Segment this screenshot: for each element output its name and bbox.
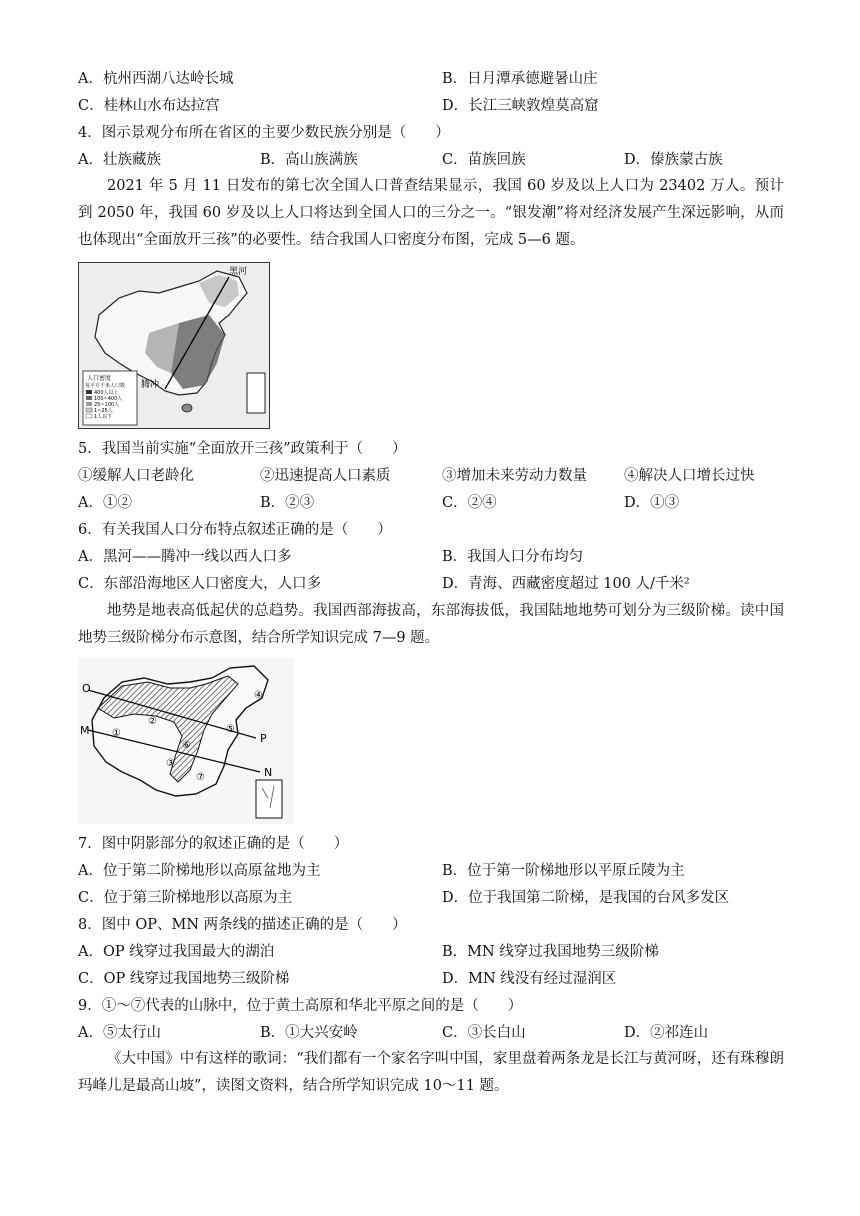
q7-option-c: C．位于第三阶梯地形以高原为主 bbox=[78, 890, 293, 906]
q6-option-b: B．我国人口分布均匀 bbox=[442, 549, 584, 565]
label-3: ③ bbox=[166, 758, 175, 769]
legend-item-4: 1~25人 bbox=[94, 408, 113, 414]
q6-stem: 6．有关我国人口分布特点叙述正确的是（ ） bbox=[78, 522, 392, 538]
terrain-map-svg bbox=[78, 658, 294, 824]
q7-stem: 7．图中阴影部分的叙述正确的是（ ） bbox=[78, 836, 349, 852]
q6-option-c: C．东部沿海地区人口密度大，人口多 bbox=[78, 576, 322, 592]
q8-option-d: D．MN 线没有经过湿润区 bbox=[442, 971, 617, 987]
label-n: N bbox=[264, 766, 273, 779]
intro-5-6: 2021 年 5 月 11 日发布的第七次全国人口普查结果显示，我国 60 岁及以上人口为 23402 万人。预计到 2050 年，我国 60 岁及以上人口将达到全国人口的三分之一。“银发潮”将对经济发展产生深远影响，从而也体现出“全面放开三孩”的必要性。结合我国人口密度分布图，完成 5—6 题。 bbox=[78, 178, 784, 248]
q6-option-a: A．黑河——腾冲一线以西人口多 bbox=[78, 549, 292, 565]
legend-item-1: 400人以上 bbox=[94, 390, 119, 396]
q4-option-b: B．高山族满族 bbox=[260, 152, 358, 168]
q5-statement-1: ①缓解人口老龄化 bbox=[78, 468, 194, 484]
q6-option-d: D．青海、西藏密度超过 100 人/千米² bbox=[442, 576, 690, 592]
q4-option-d: D．傣族蒙古族 bbox=[624, 152, 723, 168]
q9-option-a: A．⑤太行山 bbox=[78, 1025, 161, 1041]
intro-7-9: 地势是地表高低起伏的总趋势。我国西部海拔高，东部海拔低，我国陆地地势可划分为三级阶梯。读中国地势三级阶梯分布示意图，结合所学知识完成 7—9 题。 bbox=[78, 603, 784, 646]
legend-item-2: 100~400人 bbox=[94, 396, 123, 402]
q4-stem: 4．图示景观分布所在省区的主要少数民族分别是（ ） bbox=[78, 125, 450, 141]
q9-stem: 9．①～⑦代表的山脉中，位于黄土高原和华北平原之间的是（ ） bbox=[78, 998, 523, 1014]
label-o: O bbox=[82, 682, 91, 695]
q9-option-b: B．①大兴安岭 bbox=[260, 1025, 358, 1041]
legend-subtitle: 每平方千米人口数 bbox=[85, 383, 126, 389]
q9-option-c: C．③长白山 bbox=[442, 1025, 526, 1041]
q7-option-a: A．位于第二阶梯地形以高原盆地为主 bbox=[78, 863, 321, 879]
label-6: ⑥ bbox=[182, 740, 191, 751]
label-1: ① bbox=[112, 728, 121, 739]
q7-option-b: B．位于第一阶梯地形以平原丘陵为主 bbox=[442, 863, 685, 879]
q4-option-c: C．苗族回族 bbox=[442, 152, 526, 168]
q9-option-d: D．②祁连山 bbox=[624, 1025, 709, 1041]
label-4: ④ bbox=[254, 690, 263, 701]
q5-statement-2: ②迅速提高人口素质 bbox=[260, 468, 391, 484]
label-p: P bbox=[260, 732, 267, 745]
label-2: ② bbox=[148, 716, 157, 727]
q8-option-b: B．MN 线穿过我国地势三级阶梯 bbox=[442, 944, 659, 960]
q3-option-a: A．杭州西湖八达岭长城 bbox=[78, 71, 234, 87]
q7-option-d: D．位于我国第二阶梯，是我国的台风多发区 bbox=[442, 890, 730, 906]
legend-item-5: 1人以下 bbox=[94, 414, 113, 420]
heihe-label: 黑河 bbox=[229, 267, 248, 277]
q3-option-d: D．长江三峡敦煌莫高窟 bbox=[442, 98, 599, 114]
q3-option-c: C．桂林山水布达拉宫 bbox=[78, 98, 220, 114]
q8-option-a: A．OP 线穿过我国最大的湖泊 bbox=[78, 944, 275, 960]
intro-10-11: 《大中国》中有这样的歌词：“我们都有一个家名字叫中国，家里盘着两条龙是长江与黄河呀，还有珠穆朗玛峰儿是最高山坡”，读图文资料，结合所学知识完成 10～11 题。 bbox=[78, 1051, 784, 1094]
q5-statement-3: ③增加未来劳动力数量 bbox=[442, 468, 587, 484]
q8-stem: 8．图中 OP、MN 两条线的描述正确的是（ ） bbox=[78, 917, 407, 933]
population-density-map bbox=[78, 262, 270, 429]
legend-title: 人口密度 bbox=[87, 375, 112, 382]
q8-option-c: C．OP 线穿过我国地势三级阶梯 bbox=[78, 971, 290, 987]
label-5: ⑤ bbox=[226, 724, 235, 735]
q5-stem: 5．我国当前实施“全面放开三孩”政策利于（ ） bbox=[78, 441, 407, 457]
label-m: M bbox=[80, 724, 90, 737]
population-map-svg bbox=[79, 263, 269, 428]
q5-option-a: A．①② bbox=[78, 495, 132, 511]
q5-option-c: C．②④ bbox=[442, 495, 497, 511]
q5-statement-4: ④解决人口增长过快 bbox=[624, 468, 755, 484]
legend-item-3: 25~100人 bbox=[94, 402, 120, 408]
terrain-steps-map bbox=[78, 658, 294, 824]
tengchong-label: 腾冲 bbox=[141, 380, 160, 390]
q5-option-d: D．①③ bbox=[624, 495, 680, 511]
q3-option-b: B．日月潭承德避暑山庄 bbox=[442, 71, 598, 87]
q4-option-a: A．壮族藏族 bbox=[78, 152, 161, 168]
label-7: ⑦ bbox=[196, 772, 205, 783]
q5-option-b: B．②③ bbox=[260, 495, 315, 511]
